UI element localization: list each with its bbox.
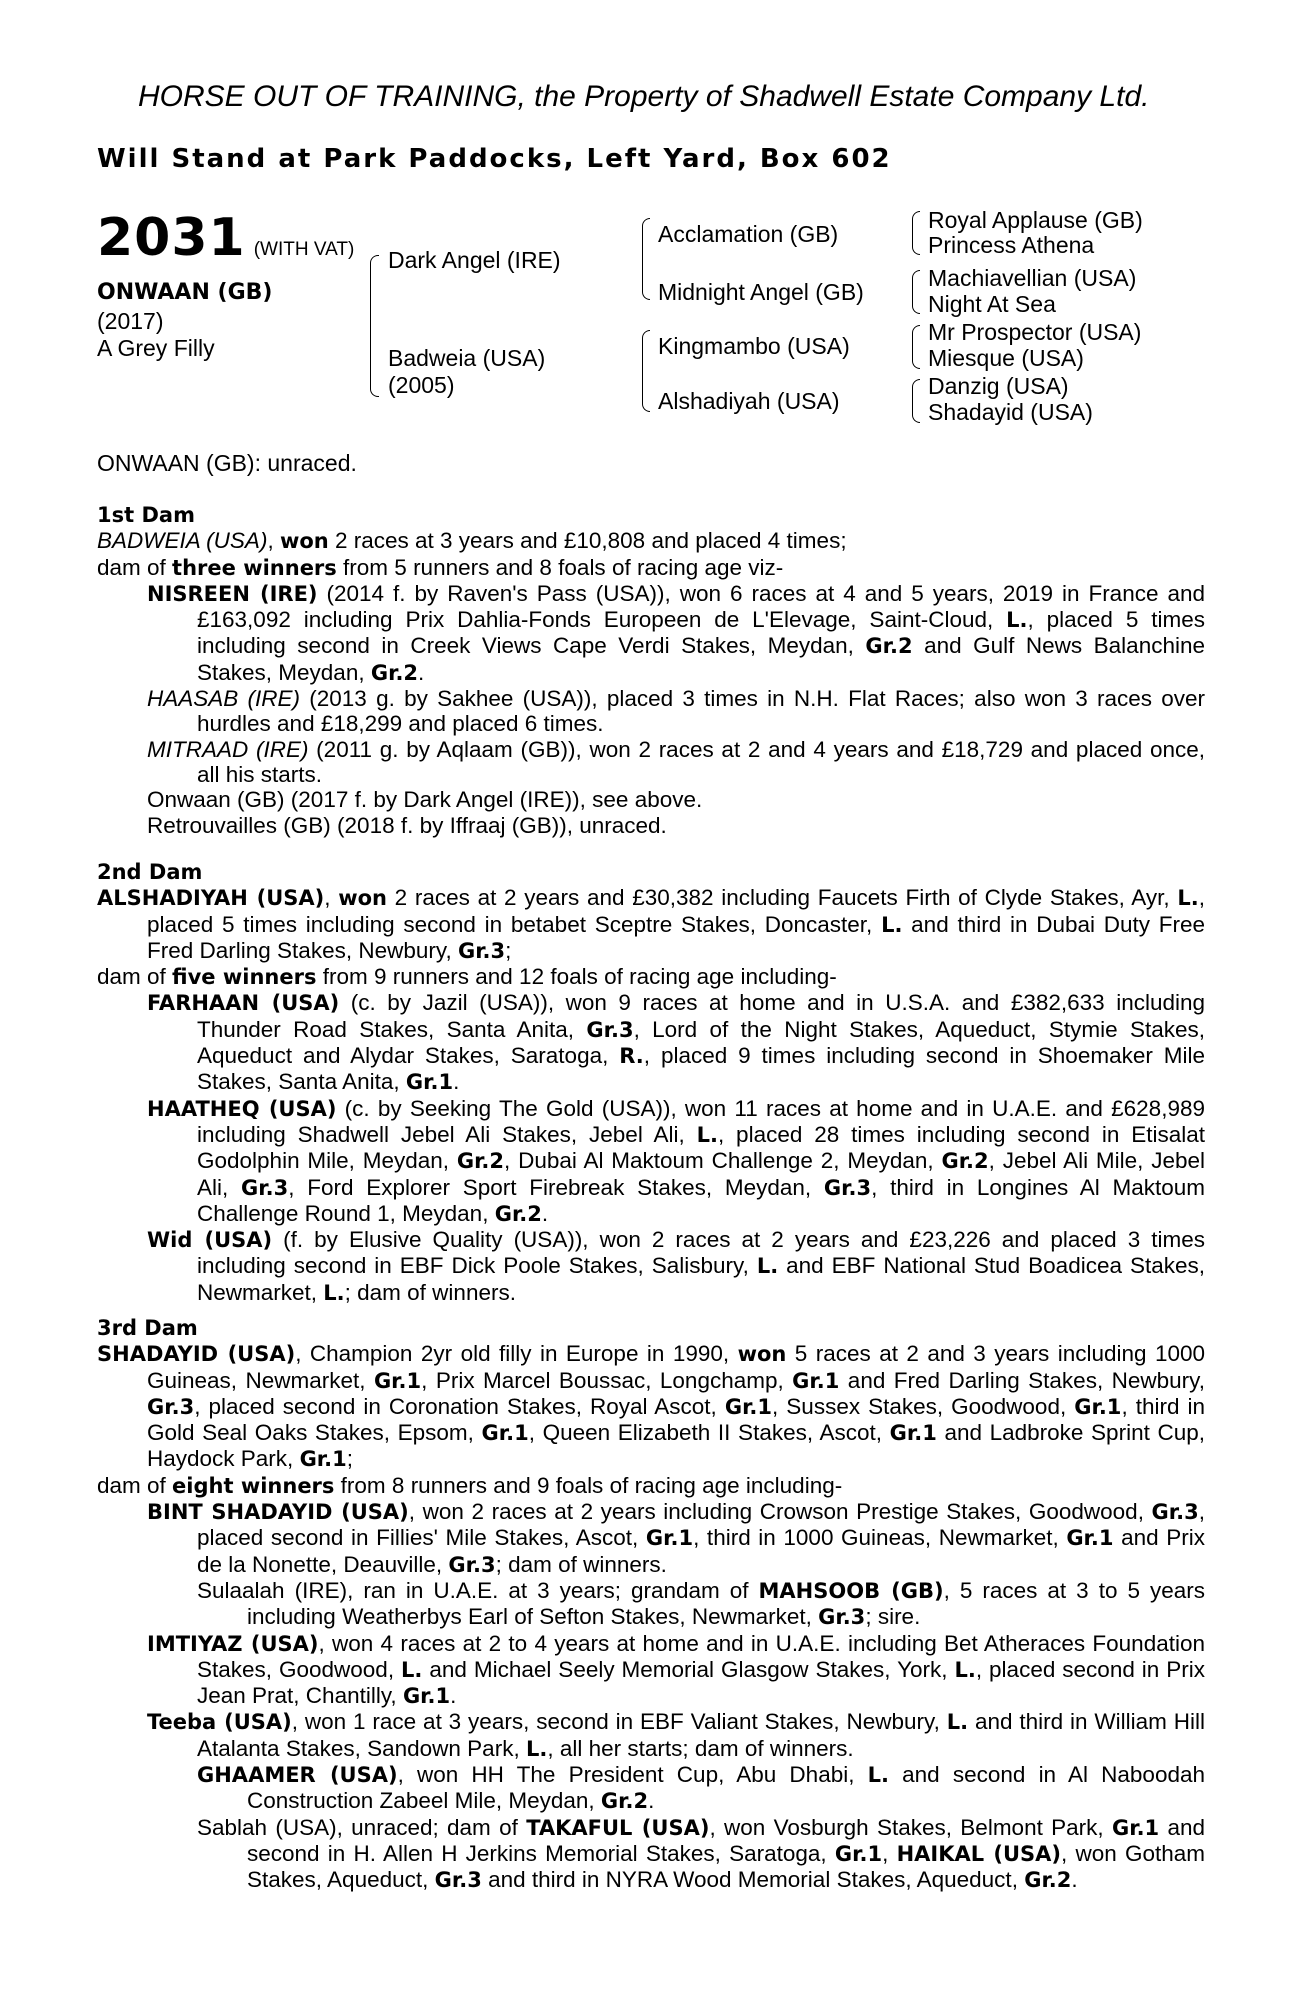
text-run: . (541, 1200, 549, 1226)
bold-text: Gr.3 (823, 1175, 872, 1200)
progeny-entry (97, 1499, 1205, 1578)
bold-text: HAIKAL (USA) (896, 1841, 1062, 1866)
text-run: . (418, 659, 425, 685)
pedigree-brace-g3 (912, 325, 920, 369)
text-run: , 5 races at 3 to 5 years including Weatherbys Earl of Sefton Stakes, Newmarket, (247, 1577, 1206, 1630)
bold-text: Gr.3 (434, 1868, 482, 1893)
bold-text: Gr.1 (1066, 1526, 1114, 1551)
text-run: , won 4 races at 2 to 4 years at home and in U.A.E. including Bet Atheraces Foundation Stakes, Goodwood, (197, 1630, 1205, 1682)
bold-text: Wid (USA) (147, 1228, 273, 1253)
text-run: dam of (97, 554, 173, 580)
text-run: (2013 g. by Sakhee (USA)), placed 3 times in N.H. Flat Races; also won 3 races over hurdles and £18,299 and placed 6 times. (197, 686, 1206, 737)
text-run: (c. by Seeking The Gold (USA)), won 11 races at home and in U.A.E. and £628,989 including Shadwell Jebel Ali Stakes, Jebel Ali, (197, 1095, 1205, 1147)
text-run: , won HH The President Cup, Abu Dhabi, (397, 1762, 868, 1788)
progeny-entry (97, 1578, 1205, 1631)
text-run: from 9 runners and 12 foals of racing age including- (316, 964, 837, 990)
text-run: , won Gotham Stakes, Aqueduct, (247, 1840, 1205, 1893)
third-dam-section (97, 1316, 1205, 1894)
text-run: , Lord of the Night Stakes, Aqueduct, Stymie Stakes, Aqueduct and Alydar Stakes, Saratoga, (197, 1016, 1205, 1069)
race-record: ONWAAN (GB): unraced. (97, 450, 357, 476)
bold-text: Gr.1 (1074, 1394, 1122, 1419)
bold-text: Gr.1 (299, 1447, 347, 1472)
text-run: and second in H. Allen H Jerkins Memorial Stakes, Saratoga, (247, 1814, 1206, 1866)
pedigree-sire: Dark Angel (IRE) (388, 247, 561, 273)
bold-text: Gr.1 (889, 1421, 937, 1446)
text-run: and Fred Darling Stakes, Newbury, (839, 1367, 1205, 1393)
bold-text: FARHAAN (USA) (147, 991, 340, 1016)
section-heading: 1st Dam (97, 503, 195, 527)
pedigree-g2: Princess Athena (928, 232, 1095, 258)
pedigree-dam-dam: Alshadiyah (USA) (658, 388, 840, 414)
horse-description: A Grey Filly (97, 335, 215, 361)
dam-produce-summary (97, 964, 1205, 990)
text-run: and second in Al Naboodah Construction Zabeel Mile, Meydan, (247, 1762, 1205, 1814)
pedigree-g3: Machiavellian (USA) (928, 265, 1137, 291)
text-run: . (453, 1069, 460, 1095)
text-run: ; (346, 1446, 354, 1472)
bold-text: Gr.3 (241, 1175, 289, 1200)
text-run: (2011 g. by Aqlaam (GB)), won 2 races at 2 and 4 years and £18,729 and placed once, all his starts. (197, 736, 1205, 787)
text-run: from 5 runners and 8 foals of racing age viz- (336, 554, 784, 580)
pedigree-sire-sire: Acclamation (GB) (658, 221, 839, 247)
text-run: from 8 runners and 9 foals of racing age including- (334, 1472, 843, 1498)
text-run: , Sussex Stakes, Goodwood, (772, 1393, 1075, 1419)
bold-text: L. (756, 1254, 779, 1279)
bold-text: L. (1006, 608, 1028, 633)
bold-text: Gr.3 (457, 938, 506, 963)
pedigree-brace-g4 (912, 379, 920, 423)
text-run: , won 2 races at 2 years including Crowson Prestige Stakes, Goodwood, (408, 1499, 1152, 1525)
text-run: 2 races at 3 years and £10,808 and placed 4 times; (328, 528, 847, 554)
bold-text: won (338, 886, 387, 911)
bold-text: three winners (172, 555, 337, 580)
bold-text: IMTIYAZ (USA) (147, 1631, 319, 1656)
pedigree-brace-main (370, 255, 379, 397)
progeny-entry (97, 813, 1205, 838)
text-run: and Michael Seely Memorial Glasgow Stakes, York, (422, 1656, 955, 1682)
text-run: , won Vosburgh Stakes, Belmont Park, (709, 1814, 1112, 1840)
text-run: , Champion 2yr old filly in Europe in 1990, (295, 1341, 738, 1367)
progeny-entry (97, 686, 1205, 737)
bold-text: Gr.1 (373, 1368, 422, 1393)
text-run: , placed second in Coronation Stakes, Royal Ascot, (194, 1393, 725, 1419)
text-run: (2014 f. by Raven's Pass (USA)), won 6 races at 4 and 5 years, 2019 in France and £163,092 including Prix Dahlia-Fonds Europeen de L'Elevage, Saint-Cloud, (197, 580, 1205, 633)
progeny-list (97, 581, 1205, 838)
progeny-entry (97, 581, 1205, 686)
bold-text: R. (619, 1044, 644, 1069)
pedigree-sire-dam: Midnight Angel (GB) (658, 279, 864, 305)
progeny-entry (97, 1227, 1205, 1306)
text-run: , placed second in Fillies' Mile Stakes, Ascot, (197, 1499, 1206, 1551)
text-run: , placed 9 times including second in Shoemaker Mile Stakes, Santa Anita, (197, 1043, 1205, 1095)
bold-text: Gr.3 (448, 1552, 496, 1577)
progeny-entry (97, 990, 1205, 1095)
bold-text: Gr.2 (1024, 1868, 1072, 1893)
text-run: . (450, 1683, 457, 1709)
text-run: , placed 5 times including second in betabet Sceptre Stakes, Doncaster, (147, 885, 1205, 937)
dam-intro (97, 528, 1205, 554)
bold-text: Gr.1 (645, 1526, 694, 1551)
text-run: , all her starts; dam of winners. (547, 1735, 854, 1761)
text-run: and Gulf News Balanchine Stakes, Meydan, (197, 633, 1206, 685)
bold-text: Gr.1 (792, 1368, 840, 1393)
bold-text: TAKAFUL (USA) (526, 1815, 710, 1840)
second-dam-section (97, 860, 1205, 1306)
text-run: Retrouvailles (GB) (2018 f. by Iffraaj (GB)), unraced. (147, 812, 667, 838)
pedigree-g4: Night At Sea (928, 291, 1056, 317)
bold-text: SHADAYID (USA) (97, 1342, 296, 1367)
bold-text: won (279, 529, 329, 554)
text-run: and Prix de la Nonette, Deauville, (197, 1525, 1205, 1577)
bold-text: L. (323, 1280, 345, 1305)
bold-text: Gr.3 (1151, 1500, 1199, 1525)
vat-note: (WITH VAT) (253, 239, 355, 260)
text-run: ; (505, 937, 512, 963)
bold-text: L. (525, 1736, 548, 1761)
progeny-list (97, 1499, 1205, 1893)
text-run: , Queen Elizabeth II Stakes, Ascot, (528, 1420, 890, 1446)
bold-text: Gr.2 (941, 1149, 989, 1174)
bold-text: Gr.1 (402, 1684, 451, 1709)
text-run: , third in Gold Seal Oaks Stakes, Epsom, (147, 1393, 1205, 1446)
bold-text: HAATHEQ (USA) (147, 1096, 337, 1121)
bold-text: L. (954, 1657, 976, 1682)
bold-text: L. (1177, 886, 1199, 911)
bold-text: five winners (172, 965, 317, 990)
dam-produce-summary (97, 555, 1205, 581)
pedigree-g6: Miesque (USA) (928, 345, 1084, 371)
bold-text: L. (867, 1763, 889, 1788)
bold-text: Gr.1 (481, 1421, 529, 1446)
text-run: and EBF National Stud Boadicea Stakes, Newmarket, (197, 1253, 1205, 1305)
bold-text: L. (401, 1657, 423, 1682)
bold-text: Gr.3 (147, 1394, 195, 1419)
pedigree-brace-g1 (912, 211, 920, 255)
horse-year: (2017) (97, 308, 164, 334)
pedigree-g7: Danzig (USA) (928, 373, 1069, 399)
progeny-entry (97, 737, 1205, 788)
bold-text: Teeba (USA) (147, 1710, 292, 1735)
dam-intro (97, 885, 1205, 964)
stand-location: Will Stand at Park Paddocks, Left Yard, Box 602 (97, 144, 892, 174)
text-run: , placed 28 times including second in Etisalat Godolphin Mile, Meydan, (197, 1121, 1205, 1174)
text-run: , placed second in Prix Jean Prat, Chantilly, (197, 1656, 1206, 1709)
bold-text: Gr.3 (586, 1017, 634, 1042)
pedigree-brace-dam (642, 330, 650, 412)
lot-block (97, 208, 354, 268)
page-header-title: HORSE OUT OF TRAINING, the Property of Shadwell Estate Company Ltd. (138, 80, 1150, 113)
text-run: (c. by Jazil (USA)), won 9 races at home and in U.S.A. and £382,633 including Thunder Road Stakes, Santa Anita, (197, 990, 1206, 1042)
text-run: , Jebel Ali Mile, Jebel Ali, (197, 1148, 1206, 1200)
section-heading: 2nd Dam (97, 860, 203, 884)
first-dam-section (97, 503, 1205, 838)
text-run: dam of (97, 1472, 173, 1498)
pedigree-dam-sire: Kingmambo (USA) (658, 333, 850, 359)
pedigree-brace-g2 (912, 270, 920, 314)
text-run: 5 races at 2 and 3 years including 1000 Guineas, Newmarket, (147, 1341, 1206, 1393)
bold-text: NISREEN (IRE) (147, 581, 318, 606)
progeny-entry (97, 1762, 1205, 1815)
bold-text: BINT SHADAYID (USA) (147, 1500, 409, 1525)
lot-number: 2031 (97, 208, 246, 268)
progeny-entry (97, 1815, 1205, 1894)
text-run: . (648, 1788, 655, 1814)
progeny-entry (97, 1709, 1205, 1762)
text-run: and Ladbroke Sprint Cup, Haydock Park, (147, 1420, 1205, 1472)
pedigree-g1: Royal Applause (GB) (928, 207, 1143, 233)
bold-text: Gr.2 (865, 634, 913, 659)
progeny-entry (97, 1631, 1205, 1710)
text-run: , (324, 885, 339, 911)
bold-text: Gr.2 (600, 1789, 649, 1814)
bold-text: Gr.1 (724, 1394, 773, 1419)
dam-produce-summary (97, 1473, 1205, 1499)
bold-text: eight winners (172, 1473, 335, 1498)
text-run: , third in Longines Al Maktoum Challenge Round 1, Meydan, (197, 1174, 1206, 1226)
text-run: Sablah (USA), unraced; dam of (197, 1814, 527, 1840)
bold-text: Gr.1 (405, 1070, 454, 1095)
italic-text: MITRAAD (IRE) (147, 736, 309, 762)
bold-text: Gr.2 (456, 1149, 505, 1174)
bold-text: Gr.2 (494, 1201, 542, 1226)
text-run: , Ford Explorer Sport Firebreak Stakes, Meydan, (288, 1174, 824, 1200)
text-run: . (1071, 1867, 1078, 1893)
bold-text: MAHSOOB (GB) (758, 1578, 944, 1603)
bold-text: L. (881, 912, 903, 937)
dam-intro (97, 1341, 1205, 1472)
bold-text: Gr.1 (1111, 1815, 1160, 1840)
progeny-entry (97, 1096, 1205, 1227)
text-run: 2 races at 2 years and £30,382 including Faucets Firth of Clyde Stakes, Ayr, (386, 885, 1178, 911)
text-run: , (267, 528, 280, 554)
text-run: , (882, 1840, 897, 1866)
pedigree-g5: Mr Prospector (USA) (928, 319, 1142, 345)
bold-text: Gr.3 (818, 1605, 866, 1630)
bold-text: Gr.1 (834, 1841, 883, 1866)
italic-text: HAASAB (IRE) (147, 686, 301, 712)
text-run: and third in William Hill Atalanta Stakes, Sandown Park, (197, 1709, 1205, 1761)
text-run: Onwaan (GB) (2017 f. by Dark Angel (IRE)), see above. (147, 787, 703, 813)
text-run: , placed 5 times including second in Creek Views Cape Verdi Stakes, Meydan, (197, 607, 1205, 659)
text-run: , won 1 race at 3 years, second in EBF Valiant Stakes, Newbury, (291, 1709, 947, 1735)
text-run: and third in NYRA Wood Memorial Stakes, Aqueduct, (481, 1867, 1025, 1893)
text-run: Sulaalah (IRE), ran in U.A.E. at 3 years; grandam of (197, 1577, 759, 1603)
text-run: ; dam of winners. (495, 1551, 667, 1577)
bold-text: won (737, 1342, 787, 1367)
bold-text: L. (696, 1122, 718, 1147)
bold-text: L. (946, 1710, 969, 1735)
bold-text: ALSHADIYAH (USA) (97, 886, 325, 911)
text-run: and third in Dubai Duty Free Fred Darling Stakes, Newbury, (147, 911, 1205, 963)
text-run: dam of (97, 964, 173, 990)
text-run: (f. by Elusive Quality (USA)), won 2 races at 2 years and £23,226 and placed 3 times including second in EBF Dick Poole Stakes, Salisbury, (197, 1227, 1205, 1279)
text-run: , third in 1000 Guineas, Newmarket, (693, 1525, 1067, 1551)
progeny-entry (97, 787, 1205, 812)
bold-text: Gr.2 (370, 660, 419, 685)
pedigree-dam-year: (2005) (388, 372, 455, 398)
progeny-list (97, 990, 1205, 1306)
text-run: ; dam of winners. (344, 1279, 516, 1305)
text-run: ; sire. (865, 1604, 921, 1630)
pedigree-dam: Badweia (USA) (388, 345, 546, 371)
bold-text: GHAAMER (USA) (197, 1763, 398, 1788)
section-heading: 3rd Dam (97, 1316, 198, 1340)
text-run: , Dubai Al Maktoum Challenge 2, Meydan, (504, 1148, 942, 1174)
pedigree-brace-sire (642, 218, 650, 300)
horse-name: ONWAAN (GB) (97, 280, 273, 305)
text-run: , Prix Marcel Boussac, Longchamp, (421, 1367, 793, 1393)
italic-text: BADWEIA (USA) (97, 528, 268, 554)
pedigree-g8: Shadayid (USA) (928, 399, 1093, 425)
